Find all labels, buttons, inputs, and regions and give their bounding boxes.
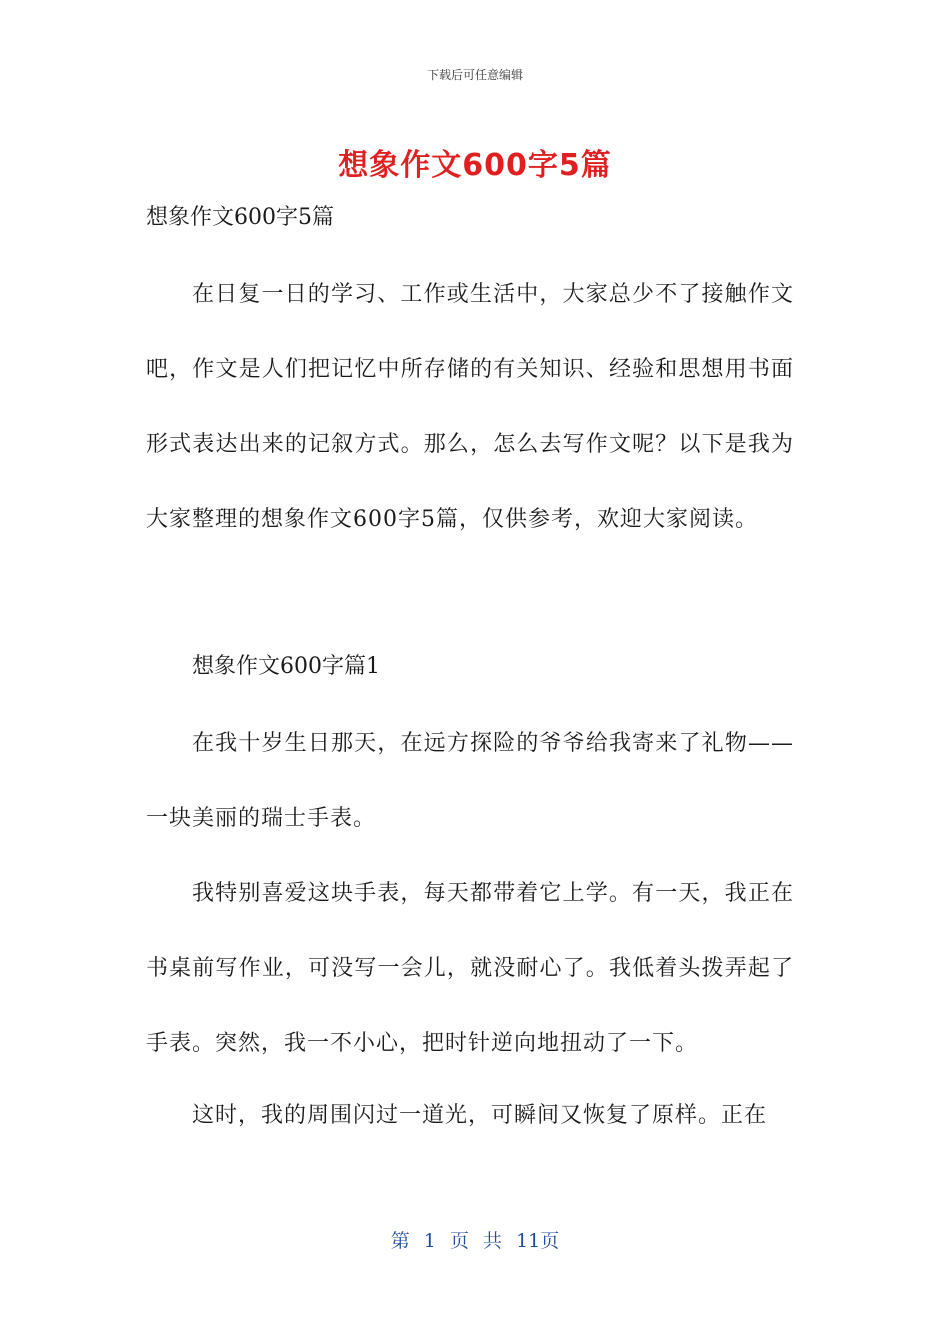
header-note: 下载后可任意编辑 <box>426 68 523 82</box>
body-paragraph-3: 这时，我的周围闪过一道光，可瞬间又恢复了原样。正在 <box>192 1103 768 1128</box>
page-footer <box>0 1226 950 1253</box>
body-paragraph-2: 我特别喜爱这块手表，每天都带着它上学。有一天，我正在书桌前写作业，可没写一会儿，就没耐心了。我低着头拨弄起了手表。突然，我一不小心，把时针逆向地扭动了一下。 <box>146 881 794 1056</box>
section-heading: 想象作文600字篇1 <box>192 654 380 679</box>
footer-label-ye: 页 <box>449 1230 469 1252</box>
document-subtitle: 想象作文600字5篇 <box>146 205 334 230</box>
footer-page-current: 1 <box>423 1230 436 1252</box>
footer-page-total: 11页 <box>516 1230 560 1252</box>
footer-label-gong: 共 <box>483 1230 503 1252</box>
document-title: 想象作文600字5篇 <box>338 148 612 183</box>
intro-paragraph: 在日复一日的学习、工作或生活中，大家总少不了接触作文吧，作文是人们把记忆中所存储的有关知识、经验和思想用书面形式表达出来的记叙方式。那么，怎么去写作文呢？以下是我为大家整理的想象作文600字5篇，仅供参考，欢迎大家阅读。 <box>146 282 794 532</box>
footer-label-di: 第 <box>390 1230 410 1252</box>
body-paragraph-1: 在我十岁生日那天，在远方探险的爷爷给我寄来了礼物——一块美丽的瑞士手表。 <box>146 731 794 831</box>
